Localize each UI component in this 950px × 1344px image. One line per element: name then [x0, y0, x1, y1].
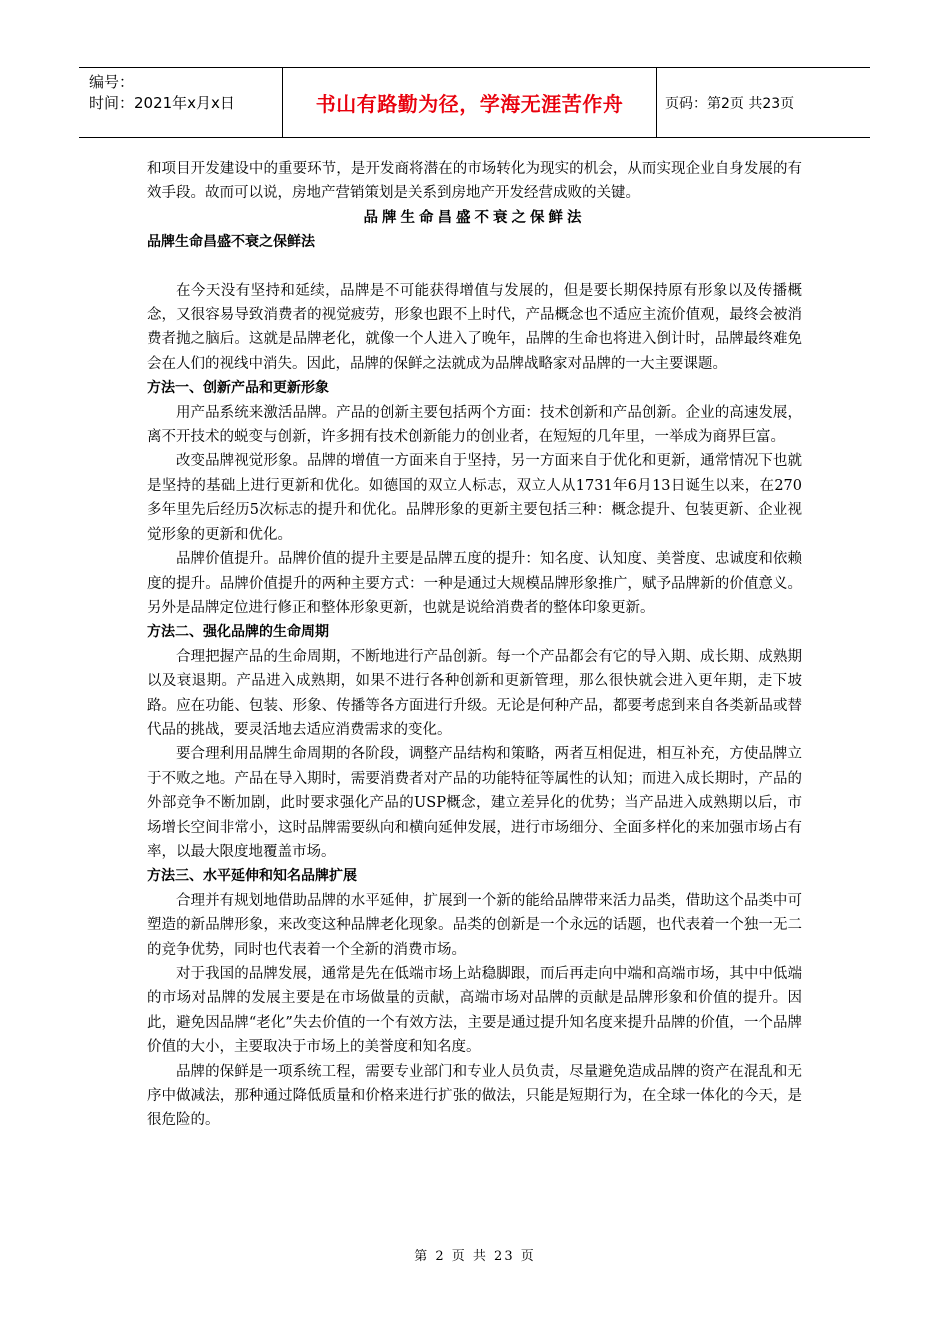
section-heading: 方法三、水平延伸和知名品牌扩展: [147, 868, 357, 885]
intro-paragraph: 和项目开发建设中的重要环节，是开发商将潜在的市场转化为现实的机会，从而实现企业自身发展的有效手段。故而可以说，房地产营销策划是关系到房地产开发经营成败的关键。: [147, 161, 802, 202]
paragraph: 合理并有规划地借助品牌的水平延伸，扩展到一个新的能给品牌带来活力品类，借助这个品类中可塑造的新品牌形象，来改变这种品牌老化现象。品类的创新是一个永远的话题，也代表着一个独一无二的竞争优势，同时也代表着一个全新的消费市场。: [147, 892, 802, 958]
article-subtitle: 品牌生命昌盛不衰之保鲜法: [147, 234, 315, 251]
paragraph: 对于我国的品牌发展，通常是先在低端市场上站稳脚跟，而后再走向中端和高端市场，其中中低端的市场对品牌的发展主要是在市场做量的贡献，高端市场对品牌的贡献是品牌形象和价值的提升。因此，避免因品牌“老化”失去价值的一个有效方法，主要是通过提升知名度来提升品牌的价值，一个品牌价值的大小，主要取决于市场上的美誉度和知名度。: [147, 966, 802, 1056]
paragraph: 品牌价值提升。品牌价值的提升主要是品牌五度的提升：知名度、认知度、美誉度、忠诚度和依赖度的提升。品牌价值提升的两种主要方式：一种是通过大规模品牌形象推广，赋予品牌新的价值意义。另外是品牌定位进行修正和整体形象更新，也就是说给消费者的整体印象更新。: [147, 551, 802, 616]
section-heading: 方法一、创新产品和更新形象: [147, 380, 329, 397]
header-page-label: 页码：第2页 共23页: [665, 95, 795, 112]
paragraph: 用产品系统来激活品牌。产品的创新主要包括两个方面：技术创新和产品创新。企业的高速发展，离不开技术的蜕变与创新，许多拥有技术创新能力的创业者，在短短的几年里，一举成为商界巨富。: [147, 404, 802, 446]
section-heading: 方法二、强化品牌的生命周期: [147, 624, 329, 641]
header-motto: 书山有路勤为径，学海无涯苦作舟: [315, 92, 624, 116]
paragraph: 在今天没有坚持和延续，品牌是不可能获得增值与发展的，但是要长期保持原有形象以及传播概念，又很容易导致消费者的视觉疲劳，形象也跟不上时代，产品概念也不适应主流价值观，最终会被消费者抛之脑后。这就是品牌老化，就像一个人进入了晚年，品牌的生命也将进入倒计时，品牌最终难免会在人们的视线中消失。因此，品牌的保鲜之法就成为品牌战略家对品牌的一大主要课题。: [147, 282, 802, 372]
document-number-label: 编号：: [89, 73, 135, 91]
blank-line: [147, 255, 802, 279]
paragraph: 改变品牌视觉形象。品牌的增值一方面来自于坚持，另一方面来自于优化和更新，通常情况下也就是坚持的基础上进行更新和优化。如德国的双立人标志，双立人从1731年6月13日诞生以来，在270多年里先后经历5次标志的提升和优化。品牌形象的更新主要包括三种：概念提升、包装更新、企业视觉形象的更新和优化。: [147, 453, 802, 543]
article-title: 品牌生命昌盛不衰之保鲜法: [363, 208, 586, 226]
header-left-cell: [89, 72, 279, 114]
paragraph: 品牌的保鲜是一项系统工程，需要专业部门和专业人员负责，尽量避免造成品牌的资产在混乱和无序中做减法，那种通过降低质量和价格来进行扩张的做法，只能是短期行为，在全球一体化的今天，是很危险的。: [147, 1063, 802, 1129]
header-table: [79, 67, 870, 138]
document-date-label: 时间：2021年x月x日: [89, 94, 235, 112]
header-divider: [656, 68, 657, 137]
paragraph: 要合理利用品牌生命周期的各阶段，调整产品结构和策略，两者互相促进，相互补充，方使品牌立于不败之地。产品在导入期时，需要消费者对产品的功能特征等属性的认知；而进入成长期时，产品的外部竞争不断加剧，此时要求强化产品的USP概念，建立差异化的优势；当产品进入成熟期以后，市场增长空间非常小，这时品牌需要纵向和横向延伸发展，进行市场细分、全面多样化的来加强市场占有率，以最大限度地覆盖市场。: [147, 746, 802, 860]
page-footer: 第 2 页 共 23 页: [414, 1249, 536, 1264]
document-body: [147, 157, 802, 1133]
paragraph: 合理把握产品的生命周期，不断地进行产品创新。每一个产品都会有它的导入期、成长期、成熟期以及衰退期。产品进入成熟期，如果不进行各种创新和更新管理，那么很快就会进入更年期，走下坡路。应在功能、包装、形象、传播等各方面进行升级。无论是何种产品，都要考虑到来自各类新品或替代品的挑战，要灵活地去适应消费需求的变化。: [147, 648, 802, 738]
